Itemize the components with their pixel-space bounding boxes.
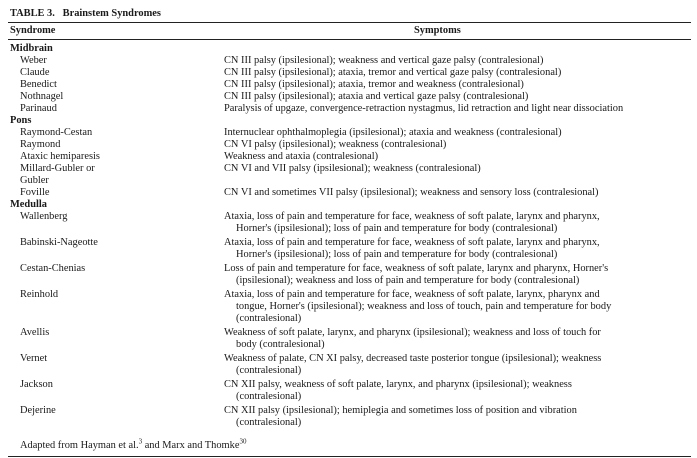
table-row [8,55,691,67]
syndrome-cell [8,55,214,67]
bottom-rule [8,456,691,457]
syndrome-name: Raymond [20,139,61,150]
symptoms-cell [214,327,691,351]
table-row [8,263,691,287]
syndrome-cell [8,289,214,325]
syndrome-name: Reinhold [20,289,59,300]
syndrome-name: Babinski-Nageotte [20,237,98,248]
table-row [8,91,691,103]
symptoms-cell [214,91,691,103]
symptoms-cell [214,237,691,261]
symptom-line: CN III palsy (ipsilesional); ataxia and vertical gaze palsy (contralesional) [224,91,529,102]
syndrome-cell [8,151,214,163]
symptoms-cell [214,379,691,403]
symptom-line: CN XII palsy (ipsilesional); hemiplegia and sometimes loss of position and vibration [224,405,577,416]
symptom-line: (contralesional) [236,313,302,324]
symptom-line: CN III palsy (ipsilesional); ataxia, tremor and weakness (contralesional) [224,79,524,90]
syndrome-cell [8,127,214,139]
brainstem-syndromes-table [8,6,691,457]
syndrome-cell [8,405,214,429]
table-title: Brainstem Syndromes [62,8,161,19]
syndrome-cell [8,163,214,187]
symptom-line: CN III palsy (ipsilesional); weakness and vertical gaze palsy (contralesional) [224,55,544,66]
symptom-line: (ipsilesional); weakness and loss of pain and temperature for body (contralesional) [236,275,580,286]
syndrome-name: Raymond-Cestan [20,127,93,138]
table-footnote [8,439,691,453]
table-label: TABLE 3. [10,8,55,19]
symptom-line: (contralesional) [236,391,302,402]
symptom-line: (contralesional) [236,365,302,376]
symptom-line: CN VI palsy (ipsilesional); weakness (contralesional) [224,139,447,150]
syndrome-cell [8,211,214,235]
table-row [8,139,691,151]
table-row [8,211,691,235]
column-header-syndrome: Syndrome [10,25,56,36]
symptom-line: Ataxia, loss of pain and temperature for face, weakness of soft palate, larynx and pharynx, [224,237,600,248]
symptom-line: Weakness of soft palate, larynx, and pharynx (ipsilesional); weakness and loss of touch for [224,327,601,338]
syndrome-cell [8,187,214,199]
syndrome-name: Avellis [20,327,50,338]
syndrome-name: Weber [20,55,47,66]
symptom-line: Internuclear ophthalmoplegia (ipsilesional); ataxia and weakness (contralesional) [224,127,562,138]
syndrome-name: Claude [20,67,50,78]
symptom-line: Ataxia, loss of pain and temperature for face, weakness of soft palate, larynx and pharynx, [224,211,600,222]
table-row [8,151,691,163]
symptom-line: (contralesional) [236,417,302,428]
table-row [8,289,691,325]
section-heading-midbrain: Midbrain [10,43,53,54]
symptoms-cell [214,163,691,187]
symptom-line: CN III palsy (ipsilesional); ataxia, tremor and vertical gaze palsy (contralesional) [224,67,562,78]
table-row [8,103,691,115]
table-row [8,163,691,187]
syndrome-cell [8,327,214,351]
footnote-ref-2: 30 [239,437,247,446]
symptom-line: CN VI and sometimes VII palsy (ipsilesional); weakness and sensory loss (contralesional) [224,187,599,198]
symptoms-cell [214,405,691,429]
footnote-ref-1: 3 [138,437,143,446]
symptoms-cell [214,151,691,163]
symptoms-cell [214,263,691,287]
table-row [8,127,691,139]
symptom-line: Ataxia, loss of pain and temperature for face, weakness of soft palate, larynx, pharynx and [224,289,600,300]
symptom-line: body (contralesional) [236,339,325,350]
table-row [8,327,691,351]
table-row [8,237,691,261]
symptoms-cell [214,187,691,199]
table-header [8,23,691,40]
syndrome-name: Benedict [20,79,57,90]
symptoms-cell [214,67,691,79]
table-body [8,40,691,429]
syndrome-cell [8,103,214,115]
symptom-line: Weakness and ataxia (contralesional) [224,151,379,162]
table-row [8,187,691,199]
symptom-line: CN XII palsy, weakness of soft palate, larynx, and pharynx (ipsilesional); weakness [224,379,572,390]
symptom-line: Loss of pain and temperature for face, weakness of soft palate, larynx and pharynx, Horner's [224,263,609,274]
section-heading-pons: Pons [10,115,32,126]
syndrome-cell [8,379,214,403]
symptom-line: CN VI and VII palsy (ipsilesional); weakness (contralesional) [224,163,481,174]
symptoms-cell [214,55,691,67]
symptoms-cell [214,103,691,115]
syndrome-name: Jackson [20,379,53,390]
symptom-line: Paralysis of upgaze, convergence-retraction nystagmus, lid retraction and light near dissociation [224,103,624,114]
table-row [8,67,691,79]
footnote-text-1: Adapted from Hayman et al. [20,440,139,451]
symptom-line: tongue, Horner's (ipsilesional); weakness and loss of touch, pain and temperature for body [236,301,612,312]
syndrome-name: Millard-Gubler or [20,163,95,174]
syndrome-cell [8,263,214,287]
syndrome-cell [8,139,214,151]
symptom-line: Weakness of palate, CN XI palsy, decreased taste posterior tongue (ipsilesional); weakness [224,353,602,364]
syndrome-cell [8,237,214,261]
syndrome-name: Cestan-Chenias [20,263,86,274]
symptoms-cell [214,289,691,325]
symptoms-cell [214,353,691,377]
symptoms-cell [214,127,691,139]
syndrome-name: Foville [20,187,50,198]
syndrome-name-continued: Gubler [20,175,49,186]
syndrome-cell [8,353,214,377]
syndrome-cell [8,67,214,79]
table-row [8,379,691,403]
section-heading-medulla: Medulla [10,199,47,210]
syndrome-name: Ataxic hemiparesis [20,151,100,162]
table-row [8,405,691,429]
table-row [8,353,691,377]
symptom-line: Horner's (ipsilesional); loss of pain and temperature for body (contralesional) [236,249,558,260]
footnote-text-2: and Marx and Thomke [142,440,240,451]
syndrome-name: Wallenberg [20,211,68,222]
syndrome-name: Parinaud [20,103,57,114]
symptoms-cell [214,139,691,151]
symptoms-cell [214,211,691,235]
syndrome-name: Vernet [20,353,48,364]
table-caption [8,6,691,23]
syndrome-cell [8,91,214,103]
syndrome-name: Dejerine [20,405,56,416]
syndrome-name: Nothnagel [20,91,64,102]
table-row [8,79,691,91]
symptoms-cell [214,79,691,91]
symptom-line: Horner's (ipsilesional); loss of pain and temperature for body (contralesional) [236,223,558,234]
column-header-symptoms: Symptoms [414,25,461,36]
syndrome-cell [8,79,214,91]
